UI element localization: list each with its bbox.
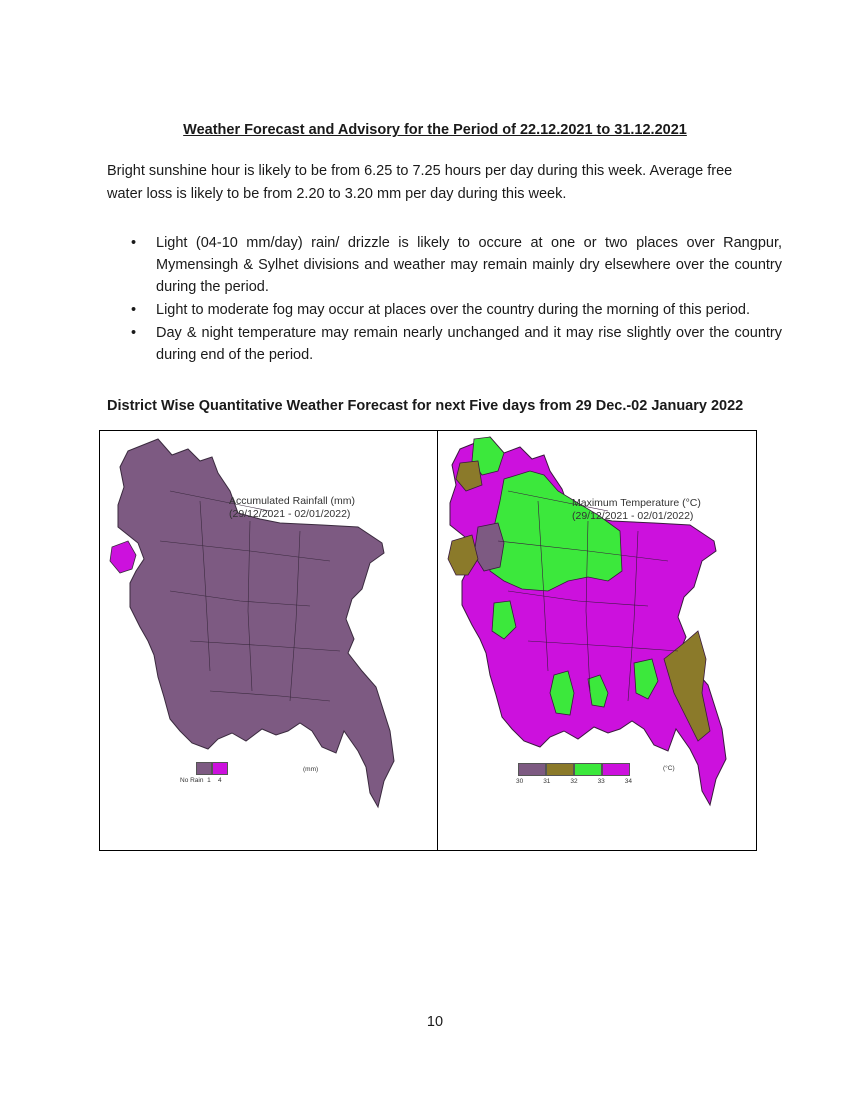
high-rain-region-shape <box>110 541 136 573</box>
page-number: 10 <box>426 1014 444 1030</box>
rainfall-map-panel <box>100 431 437 850</box>
list-item: • Light to moderate fog may occur at places over the country during the morning of this period. <box>106 299 782 321</box>
bullet-icon: • <box>131 302 137 318</box>
bullet-icon: • <box>131 325 137 341</box>
temperature-map-period: (29/12/2021 - 02/01/2022) <box>572 510 694 522</box>
temperature-unit-label: (°C) <box>663 765 675 772</box>
rainfall-legend-ticks: No Rain 1 4 <box>180 777 222 784</box>
temperature-map-title: Maximum Temperature (°C) <box>572 497 701 509</box>
list-item: • Day & night temperature may remain nearly unchanged and it may rise slightly over the country during end of the period. <box>106 322 782 366</box>
temperature-legend-ticks: 30 31 32 33 34 <box>516 778 632 785</box>
section-heading: District Wise Quantitative Weather Forecast for next Five days from 29 Dec.-02 January 2022 <box>107 398 744 414</box>
advisory-list <box>106 232 782 367</box>
temperature-map-panel <box>438 431 756 850</box>
rainfall-map-period: (29/12/2021 - 02/01/2022) <box>229 508 351 520</box>
list-item: • Light (04-10 mm/day) rain/ drizzle is likely to occure at one or two places over Rangpur, Mymensingh & Sylhet divisions and weather may remain mainly dry elsewhere over the country during the period. <box>106 232 782 298</box>
legend-swatch <box>196 762 212 775</box>
temperature-map-image <box>438 431 756 850</box>
bullet-icon: • <box>131 235 137 251</box>
rainfall-map-image <box>100 431 437 850</box>
page-title: Weather Forecast and Advisory for the Period of 22.12.2021 to 31.12.2021 <box>183 122 687 138</box>
rainfall-unit-label: (mm) <box>303 766 319 773</box>
legend-swatch <box>212 762 228 775</box>
map-table <box>99 430 757 851</box>
intro-paragraph: Bright sunshine hour is likely to be from 6.25 to 7.25 hours per day during this week. Average free water loss is likely to be from 2.20 to 3.20 mm per day during this week. <box>107 163 733 202</box>
rainfall-map-title: Accumulated Rainfall (mm) <box>229 495 356 507</box>
